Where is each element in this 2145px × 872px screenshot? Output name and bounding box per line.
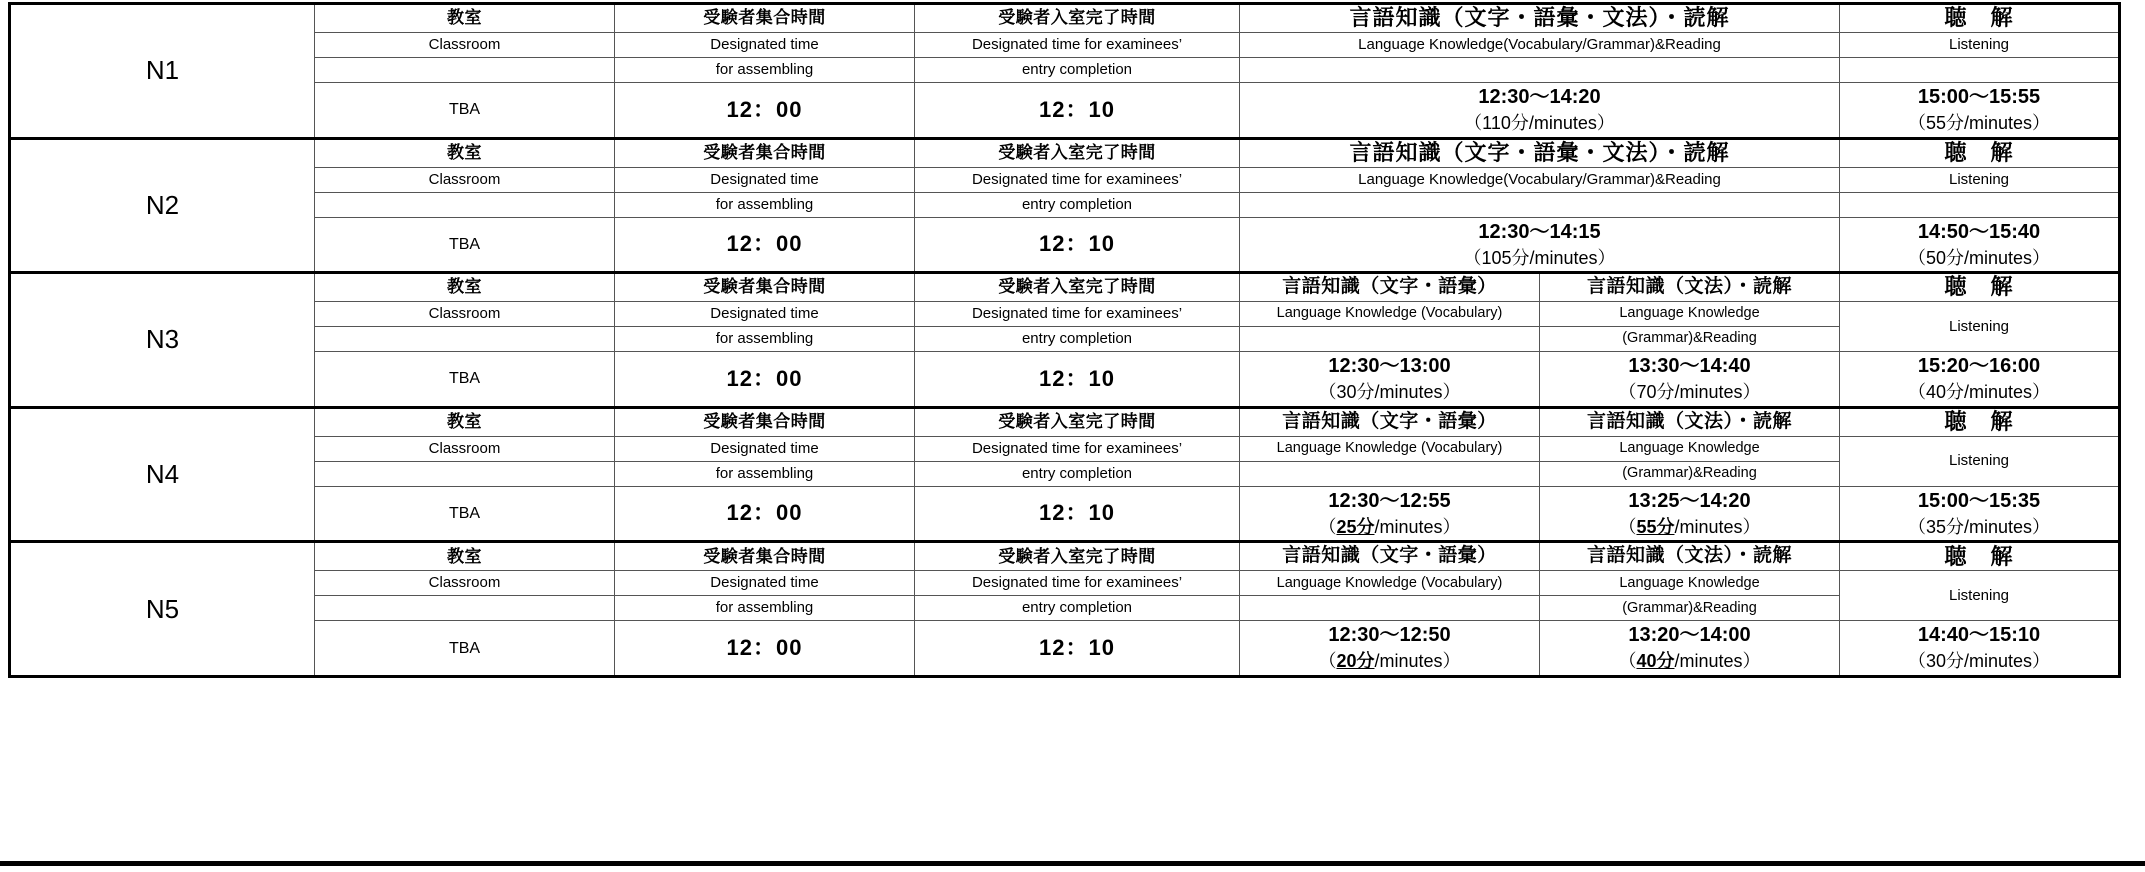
header-listening-jp: 聴 解 <box>1840 4 2120 33</box>
vocab-duration-n4: （25分/minutes） <box>1318 516 1461 537</box>
listening-duration-n4: （35分/minutes） <box>1907 516 2051 537</box>
listening-time-n2: 14:50〜15:40 <box>1917 220 2041 243</box>
header-entry-en-2: entry completion <box>915 58 1240 83</box>
table-row <box>10 33 2120 58</box>
header-assembly-en-1: Designated time <box>615 33 915 58</box>
header-listening-en-blank <box>1840 192 2120 217</box>
header-language-grammar-jp: 言語知識（文法）・読解 <box>1540 542 1840 571</box>
header-classroom-en-blank <box>315 58 615 83</box>
header-classroom-jp: 教室 <box>315 273 615 302</box>
entry-time-n5: 12：10 <box>915 621 1240 677</box>
header-listening-en: Listening <box>1840 167 2120 192</box>
grammar-session-n4 <box>1540 486 1840 542</box>
header-language-vocab-jp: 言語知識（文字・語彙） <box>1240 407 1540 436</box>
table-row <box>10 596 2120 621</box>
header-entry-en-1: Designated time for examinees’ <box>915 167 1240 192</box>
header-language-grammar-en-1: Language Knowledge <box>1540 436 1840 461</box>
grammar-duration-number-n5: 40分 <box>1636 651 1675 672</box>
vocab-session-n4 <box>1240 486 1540 542</box>
grammar-time-n4: 13:25〜14:20 <box>1628 489 1751 512</box>
level-label-n1: N1 <box>10 4 315 139</box>
header-classroom-en-blank <box>315 327 615 352</box>
header-classroom-jp: 教室 <box>315 542 615 571</box>
exam-schedule-sheet <box>0 2 2145 872</box>
table-row <box>10 407 2120 436</box>
entry-time-n2: 12：10 <box>915 217 1240 273</box>
grammar-time-n3: 13:30〜14:40 <box>1628 355 1751 378</box>
grammar-duration-n5: （40分/minutes） <box>1618 651 1761 672</box>
grammar-duration-n4: （55分/minutes） <box>1618 516 1761 537</box>
header-listening-en: Listening <box>1840 436 2120 486</box>
header-listening-jp: 聴 解 <box>1840 138 2120 167</box>
header-language-full-jp: 言語知識（文字・語彙・文法）・読解 <box>1240 138 1840 167</box>
header-entry-jp: 受験者入室完了時間 <box>915 407 1240 436</box>
classroom-value-n2: TBA <box>315 217 615 273</box>
header-language-grammar-en-2: (Grammar)&Reading <box>1540 327 1840 352</box>
header-entry-jp: 受験者入室完了時間 <box>915 138 1240 167</box>
entry-time-n3: 12：10 <box>915 352 1240 408</box>
header-entry-en-1: Designated time for examinees’ <box>915 571 1240 596</box>
header-language-vocab-en: Language Knowledge (Vocabulary) <box>1240 302 1540 327</box>
listening-time-n5: 14:40〜15:10 <box>1917 624 2041 647</box>
header-entry-en-2: entry completion <box>915 596 1240 621</box>
vocab-session-n3 <box>1240 352 1540 408</box>
vocab-duration-n3: （30分/minutes） <box>1318 382 1461 403</box>
header-classroom-en-blank <box>315 596 615 621</box>
header-language-vocab-en-blank <box>1240 461 1540 486</box>
assembly-time-n5: 12：00 <box>615 621 915 677</box>
header-classroom-en: Classroom <box>315 33 615 58</box>
header-entry-en-1: Designated time for examinees’ <box>915 33 1240 58</box>
header-language-vocab-en: Language Knowledge (Vocabulary) <box>1240 571 1540 596</box>
language-time-n2: 12:30〜14:15 <box>1478 220 1601 243</box>
grammar-session-n5 <box>1540 621 1840 677</box>
header-entry-en-2: entry completion <box>915 192 1240 217</box>
table-row <box>10 461 2120 486</box>
assembly-time-n2: 12：00 <box>615 217 915 273</box>
assembly-time-n1: 12：00 <box>615 83 915 139</box>
listening-time-n3: 15:20〜16:00 <box>1917 355 2041 378</box>
level-label-n5: N5 <box>10 542 315 677</box>
language-time-n1: 12:30〜14:20 <box>1478 86 1601 108</box>
header-classroom-jp: 教室 <box>315 407 615 436</box>
header-assembly-jp: 受験者集合時間 <box>615 4 915 33</box>
header-entry-en-2: entry completion <box>915 327 1240 352</box>
listening-session-n2 <box>1840 217 2120 273</box>
table-row <box>10 621 2120 677</box>
vocab-time-n3: 12:30〜13:00 <box>1328 355 1451 378</box>
table-row <box>10 138 2120 167</box>
header-classroom-en: Classroom <box>315 436 615 461</box>
table-row <box>10 217 2120 273</box>
level-label-n4: N4 <box>10 407 315 542</box>
listening-duration-n5: （30分/minutes） <box>1907 651 2051 672</box>
header-assembly-en-2: for assembling <box>615 327 915 352</box>
assembly-time-n4: 12：00 <box>615 486 915 542</box>
header-classroom-jp: 教室 <box>315 138 615 167</box>
header-entry-jp: 受験者入室完了時間 <box>915 273 1240 302</box>
listening-session-n1 <box>1840 83 2120 139</box>
assembly-time-n3: 12：00 <box>615 352 915 408</box>
header-listening-en: Listening <box>1840 33 2120 58</box>
vocab-time-n4: 12:30〜12:55 <box>1328 489 1451 512</box>
header-language-full-en: Language Knowledge(Vocabulary/Grammar)&Reading <box>1240 167 1840 192</box>
listening-time-n1: 15:00〜15:55 <box>1917 86 2041 108</box>
header-listening-jp: 聴 解 <box>1840 273 2120 302</box>
classroom-value-n3: TBA <box>315 352 615 408</box>
table-row <box>10 436 2120 461</box>
language-session-n2 <box>1240 217 1840 273</box>
page-bottom-rule <box>0 861 2145 866</box>
table-row <box>10 352 2120 408</box>
header-language-grammar-en-2: (Grammar)&Reading <box>1540 596 1840 621</box>
table-row <box>10 302 2120 327</box>
listening-duration-n3: （40分/minutes） <box>1907 382 2051 403</box>
header-language-full-en: Language Knowledge(Vocabulary/Grammar)&Reading <box>1240 33 1840 58</box>
vocab-duration-n5: （20分/minutes） <box>1318 651 1461 672</box>
header-language-vocab-en-blank <box>1240 596 1540 621</box>
header-language-vocab-jp: 言語知識（文字・語彙） <box>1240 542 1540 571</box>
grammar-duration-n3: （70分/minutes） <box>1618 382 1761 403</box>
entry-time-n1: 12：10 <box>915 83 1240 139</box>
listening-session-n4 <box>1840 486 2120 542</box>
vocab-session-n5 <box>1240 621 1540 677</box>
vocab-duration-number-n5: 20分 <box>1336 651 1375 672</box>
table-row <box>10 273 2120 302</box>
header-classroom-en: Classroom <box>315 571 615 596</box>
header-entry-jp: 受験者入室完了時間 <box>915 4 1240 33</box>
header-listening-jp: 聴 解 <box>1840 542 2120 571</box>
level-label-n3: N3 <box>10 273 315 408</box>
header-assembly-en-1: Designated time <box>615 302 915 327</box>
table-row <box>10 327 2120 352</box>
level-label-n2: N2 <box>10 138 315 273</box>
header-assembly-jp: 受験者集合時間 <box>615 542 915 571</box>
vocab-time-n5: 12:30〜12:50 <box>1328 624 1451 647</box>
table-row <box>10 571 2120 596</box>
table-row <box>10 4 2120 33</box>
header-classroom-en-blank <box>315 461 615 486</box>
grammar-time-n5: 13:20〜14:00 <box>1628 624 1751 647</box>
header-language-full-jp: 言語知識（文字・語彙・文法）・読解 <box>1240 4 1840 33</box>
header-language-grammar-jp: 言語知識（文法）・読解 <box>1540 407 1840 436</box>
classroom-value-n1: TBA <box>315 83 615 139</box>
table-row <box>10 486 2120 542</box>
entry-time-n4: 12：10 <box>915 486 1240 542</box>
header-assembly-en-1: Designated time <box>615 436 915 461</box>
table-row <box>10 192 2120 217</box>
listening-session-n5 <box>1840 621 2120 677</box>
table-row <box>10 58 2120 83</box>
header-listening-en-blank <box>1840 58 2120 83</box>
listening-session-n3 <box>1840 352 2120 408</box>
header-assembly-jp: 受験者集合時間 <box>615 138 915 167</box>
vocab-duration-number-n4: 25分 <box>1336 516 1375 537</box>
header-classroom-en-blank <box>315 192 615 217</box>
header-language-vocab-en-blank <box>1240 327 1540 352</box>
header-assembly-en-1: Designated time <box>615 571 915 596</box>
header-entry-en-1: Designated time for examinees’ <box>915 302 1240 327</box>
header-language-vocab-jp: 言語知識（文字・語彙） <box>1240 273 1540 302</box>
classroom-value-n4: TBA <box>315 486 615 542</box>
header-language-grammar-en-1: Language Knowledge <box>1540 571 1840 596</box>
table-row <box>10 83 2120 139</box>
header-listening-en: Listening <box>1840 571 2120 621</box>
listening-duration-n2: （50分/minutes） <box>1907 247 2051 268</box>
table-row <box>10 542 2120 571</box>
header-assembly-en-2: for assembling <box>615 58 915 83</box>
header-entry-en-1: Designated time for examinees’ <box>915 436 1240 461</box>
language-session-n1 <box>1240 83 1840 139</box>
header-classroom-en: Classroom <box>315 302 615 327</box>
header-listening-jp: 聴 解 <box>1840 407 2120 436</box>
classroom-value-n5: TBA <box>315 621 615 677</box>
header-entry-en-2: entry completion <box>915 461 1240 486</box>
grammar-session-n3 <box>1540 352 1840 408</box>
header-assembly-jp: 受験者集合時間 <box>615 407 915 436</box>
header-classroom-jp: 教室 <box>315 4 615 33</box>
header-language-grammar-en-2: (Grammar)&Reading <box>1540 461 1840 486</box>
table-row <box>10 167 2120 192</box>
header-assembly-en-1: Designated time <box>615 167 915 192</box>
grammar-duration-number-n4: 55分 <box>1636 516 1675 537</box>
header-language-vocab-en: Language Knowledge (Vocabulary) <box>1240 436 1540 461</box>
header-classroom-en: Classroom <box>315 167 615 192</box>
language-duration-n1: （110分/minutes） <box>1464 113 1615 133</box>
header-language-grammar-jp: 言語知識（文法）・読解 <box>1540 273 1840 302</box>
header-assembly-en-2: for assembling <box>615 192 915 217</box>
header-language-grammar-en-1: Language Knowledge <box>1540 302 1840 327</box>
header-assembly-jp: 受験者集合時間 <box>615 273 915 302</box>
exam-schedule-table <box>8 2 2121 678</box>
header-assembly-en-2: for assembling <box>615 461 915 486</box>
language-duration-n2: （105分/minutes） <box>1463 247 1616 268</box>
header-listening-en: Listening <box>1840 302 2120 352</box>
listening-duration-n1: （55分/minutes） <box>1907 113 2051 133</box>
header-language-full-en-blank <box>1240 192 1840 217</box>
header-entry-jp: 受験者入室完了時間 <box>915 542 1240 571</box>
header-assembly-en-2: for assembling <box>615 596 915 621</box>
listening-time-n4: 15:00〜15:35 <box>1917 489 2041 512</box>
header-language-full-en-blank <box>1240 58 1840 83</box>
